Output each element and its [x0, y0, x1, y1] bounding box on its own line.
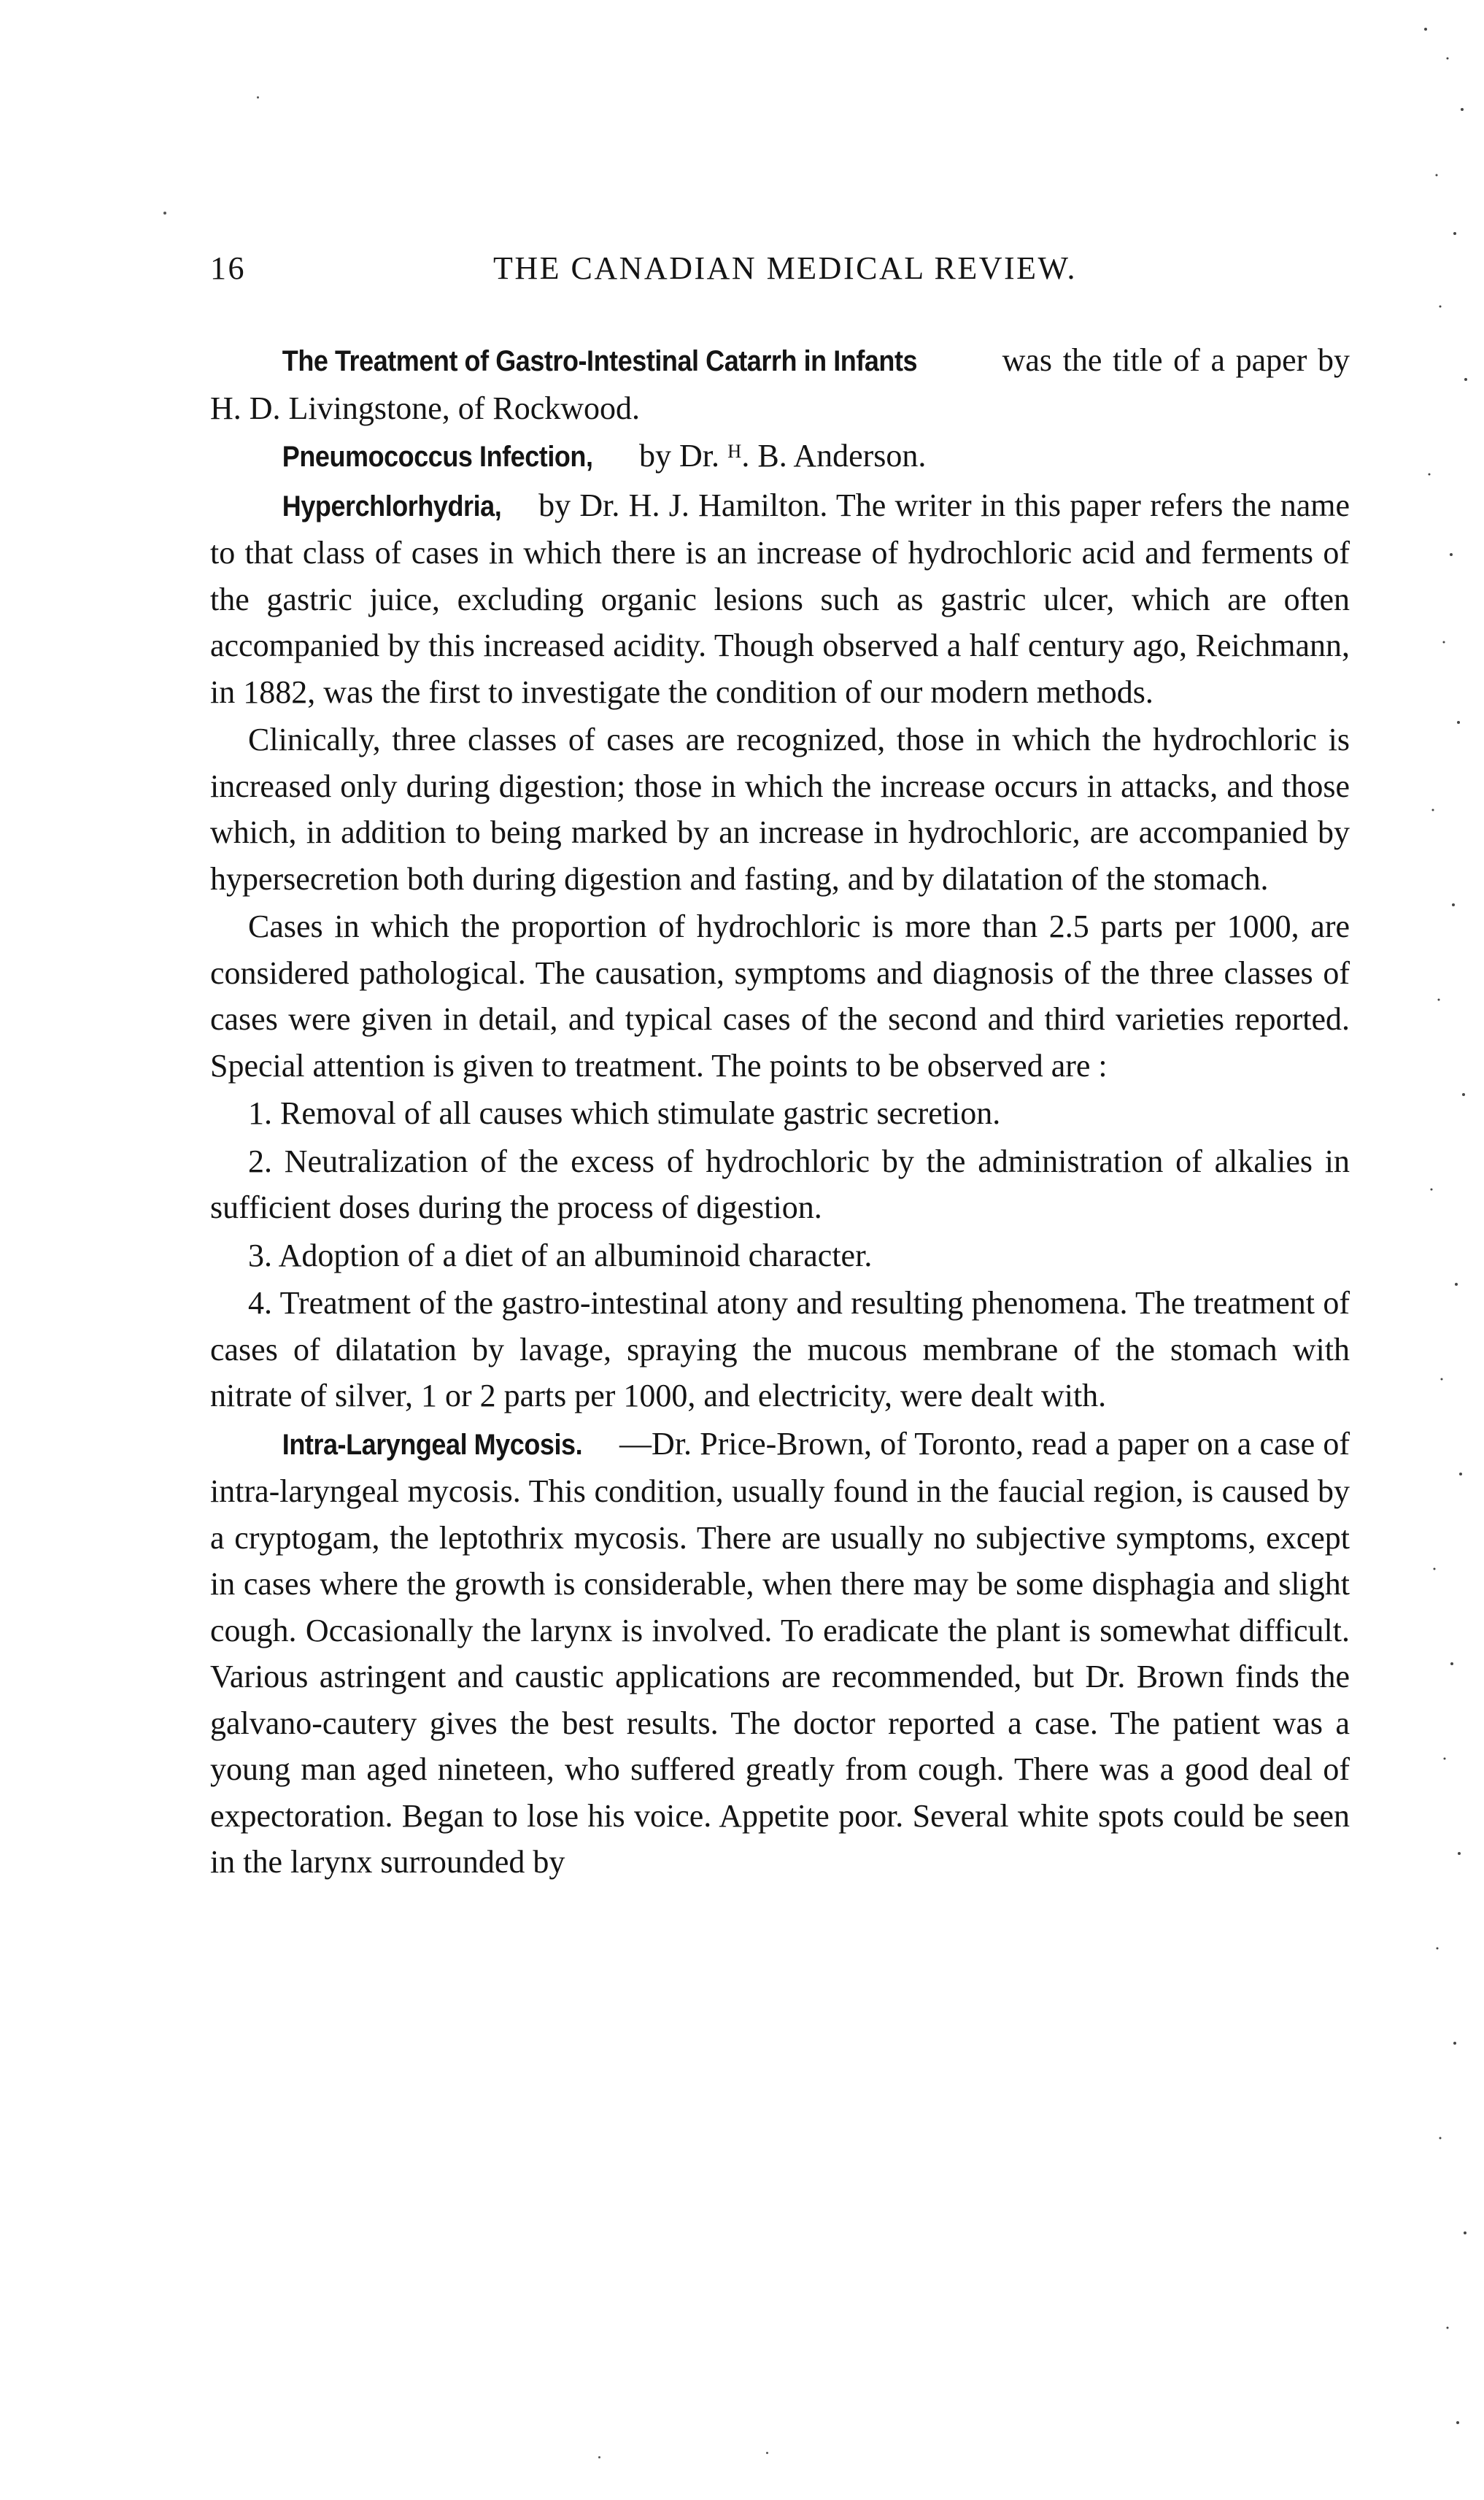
journal-title: THE CANADIAN MEDICAL REVIEW. [493, 250, 1077, 286]
paragraph-text: by Dr. H. J. Hamilton. The writer in this paper refers the name to that class of cases in which there is an increase of hydrochloric acid and ferments of the gastric juice, excluding organic lesions such as gastric ulcer, which are often accompanied by this increased acidity. Though observed a half century ago, Reichmann, in 1882, was the first to investigate the condition of our modern methods. [210, 487, 1350, 710]
paragraph-text: Cases in which the proportion of hydrochloric is more than 2.5 parts per 1000, are considered pathological. The causation, symptoms and diagnosis of the three classes of cases were given in detail, and typical cases of the second and third varieties reported. Special attention is given to treatment. The points to be observed are : [210, 908, 1350, 1084]
paragraph-text: was the title of a paper by H. D. Livingstone, of Rockwood. [210, 342, 1350, 426]
paragraph-text: 4. Treatment of the gastro-intestinal atony and resulting phenomena. The treatment of cases of dilatation by lavage, spraying the mucous membrane of the stomach with nitrate of silver, 1 or 2 parts per 1000, and electricity, were dealt with. [210, 1285, 1350, 1413]
paragraph-text: 3. Adoption of a diet of an albuminoid character. [248, 1237, 873, 1273]
paragraph-text: Clinically, three classes of cases are recognized, those in which the hydrochloric is increased only during digestion; those in which the increase occurs in attacks, and those which, in addition to being marked by an increase in hydrochloric, are accompanied by hypersecretion both during digestion and fasting, and by dilatation of the stomach. [210, 722, 1350, 897]
treatment-point-1 [210, 1090, 1350, 1137]
paragraph-pathological-cases [210, 903, 1350, 1089]
paper-speck [257, 96, 259, 99]
paragraph-hyperchlorhydria [210, 482, 1350, 716]
paragraph-gastro-intestinal-catarrh [210, 337, 1350, 431]
paragraph-pneumococcus [210, 433, 1350, 481]
running-head [210, 250, 1350, 301]
paper-speck [766, 2452, 768, 2454]
paper-speck [163, 212, 166, 215]
paper-speck [598, 2456, 600, 2458]
scanned-page-edge-noise [1396, 0, 1484, 2500]
page-number: 16 [210, 250, 246, 286]
section-heading: Pneumococcus Infection, [282, 441, 593, 473]
section-heading: Intra-Laryngeal Mycosis. [282, 1428, 583, 1461]
paragraph-intra-laryngeal-mycosis [210, 1421, 1350, 1886]
paragraph-text: 1. Removal of all causes which stimulate gastric secretion. [248, 1095, 1001, 1131]
paragraph-text: 2. Neutralization of the excess of hydrochloric by the administration of alkalies in sufficient doses during the process of digestion. [210, 1143, 1350, 1225]
treatment-point-3 [210, 1232, 1350, 1279]
paragraph-text: by Dr. ᴴ. B. Anderson. [631, 438, 927, 474]
paragraph-clinical-classes [210, 717, 1350, 902]
treatment-point-2 [210, 1138, 1350, 1231]
treatment-point-4 [210, 1280, 1350, 1419]
section-heading: Hyperchlorhydria, [282, 490, 502, 522]
paragraph-text: —Dr. Price-Brown, of Toronto, read a paper on a case of intra-laryngeal mycosis. This condition, usually found in the faucial region, is caused by a cryptogam, the leptothrix mycosis. There are usually no subjective symptoms, except in cases where the growth is considerable, when there may be some disphagia and slight cough. Occasionally the larynx is involved. To eradicate the plant is somewhat difficult. Various astringent and caustic applications are recommended, but Dr. Brown finds the galvano-cautery gives the best results. The doctor reported a case. The patient was a young man aged nineteen, who suffered greatly from cough. There was a good deal of expectoration. Began to lose his voice. Appetite poor. Several white spots could be seen in the larynx surrounded by [210, 1425, 1350, 1880]
section-heading: The Treatment of Gastro-Intestinal Catarrh in Infants [282, 345, 918, 377]
article-body [210, 337, 1350, 1887]
